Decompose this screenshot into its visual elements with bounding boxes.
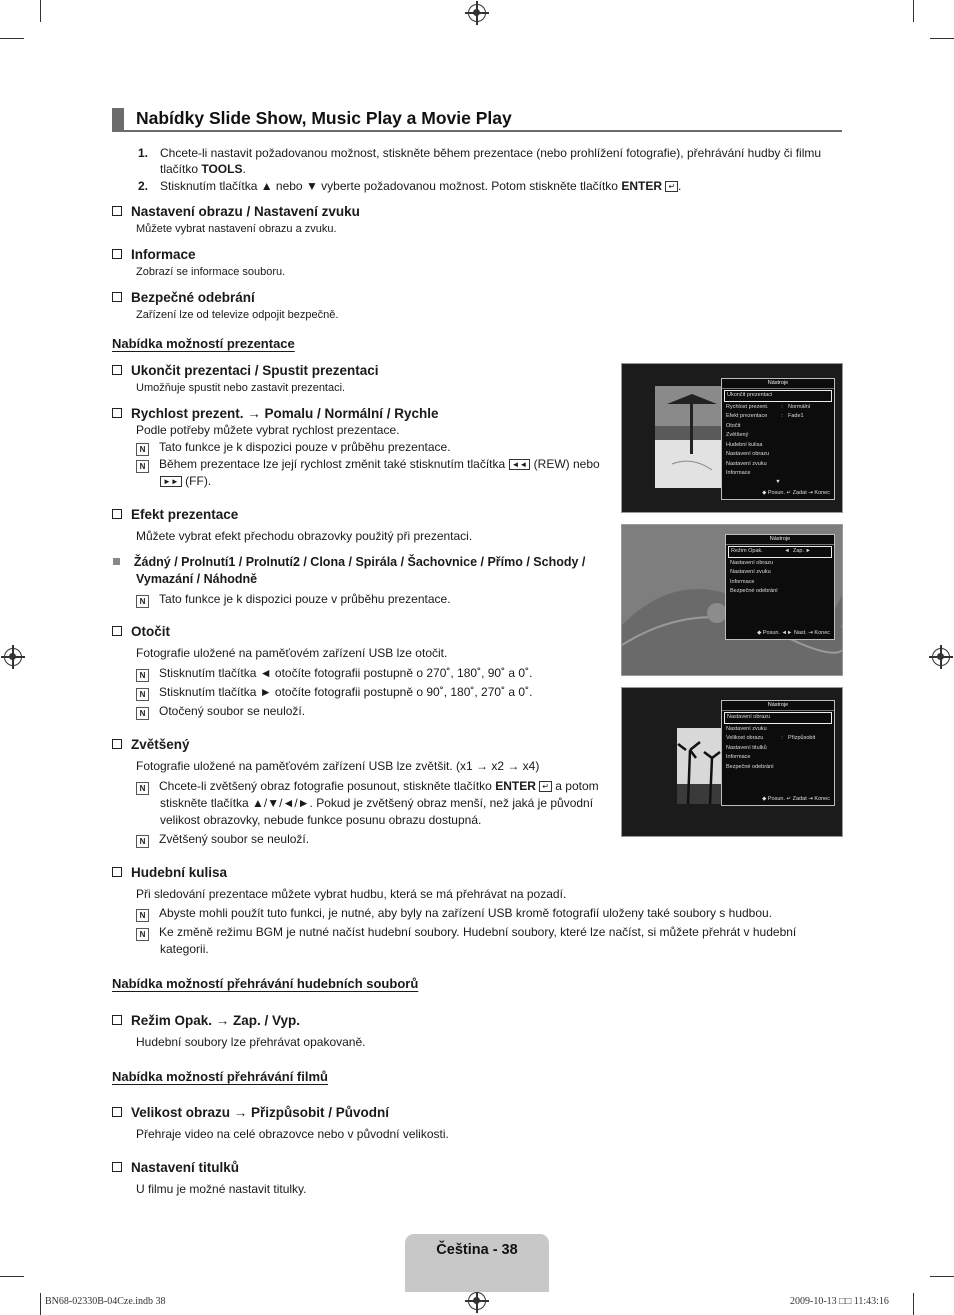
item-desc: Umožňuje spustit nebo zastavit prezentaci. [136, 382, 346, 394]
osd-tools-menu [725, 534, 835, 640]
item-desc: Při sledování prezentace můžete vybrat hudbu, která se má přehrávat na pozadí. [136, 887, 567, 901]
item-heading: Hudební kulisa [112, 865, 227, 880]
crop-mark [40, 0, 41, 22]
note-icon: N [136, 443, 149, 456]
note: N Ke změně režimu BGM je nutné načíst hudební soubory. Hudební soubory, které lze načíst, si můžete přehrát v hudební [136, 924, 796, 941]
checkbox-icon [112, 206, 122, 216]
osd-item[interactable]: Informace [726, 470, 751, 476]
item-heading: Nastavení obrazu / Nastavení zvuku [112, 204, 360, 219]
osd-item[interactable]: Velikost obrazu : Přizpůsobit [726, 735, 816, 741]
option-list: Vymazání / Náhodně [136, 572, 258, 586]
note-icon: N [136, 595, 149, 608]
enter-icon: ↵ [539, 781, 552, 792]
registration-mark-icon [468, 4, 486, 22]
osd-item[interactable]: Nastavení titulků [726, 744, 767, 751]
print-info-right: 2009-10-13 □□ 11:43:16 [790, 1296, 889, 1307]
osd-tools-menu [721, 700, 835, 806]
osd-footer: ◆ Posun. ↵ Zadat ⇥ Konec [762, 490, 830, 496]
page-title: Nabídky Slide Show, Music Play a Movie Play [136, 108, 512, 128]
osd-item[interactable]: Informace [726, 754, 751, 760]
section-heading: Nabídka možností přehrávání filmů [112, 1069, 328, 1084]
title-rule [112, 130, 842, 132]
osd-tools-menu [721, 378, 835, 500]
osd-item[interactable]: Bezpečné odebrání [730, 588, 778, 594]
checkbox-icon [112, 1015, 122, 1025]
osd-item[interactable]: Nastavení zvuku [730, 569, 771, 575]
checkbox-icon [112, 365, 122, 375]
item-heading: Režim Opak. → Zap. / Vyp. [112, 1013, 300, 1028]
checkbox-icon [112, 867, 122, 877]
note-icon: N [136, 669, 149, 682]
note-icon: N [136, 909, 149, 922]
osd-item[interactable]: Ukončit prezentaci [724, 390, 832, 402]
crop-mark [913, 0, 914, 22]
note: N Během prezentace lze její rychlost změnit také stisknutím tlačítka ◄◄ (REW) nebo [136, 456, 600, 473]
note-icon: N [136, 460, 149, 473]
crop-mark [913, 1293, 914, 1315]
osd-title: Nástroje [726, 535, 834, 545]
item-heading: Rychlost prezent. → Pomalu / Normální / Rychle [112, 406, 439, 421]
registration-mark-icon [932, 648, 950, 666]
note-icon: N [136, 835, 149, 848]
note-icon: N [136, 707, 149, 720]
osd-title: Nástroje [722, 379, 834, 389]
registration-mark-icon [4, 648, 22, 666]
item-desc: Hudební soubory lze přehrávat opakovaně. [136, 1035, 366, 1049]
osd-item[interactable]: Otočit [726, 422, 741, 429]
osd-item[interactable]: Nastavení zvuku [726, 725, 767, 732]
note: stiskněte tlačítka ▲/▼/◄/►. Pokud je zvětšený obraz menší, než jaká je původní [160, 796, 594, 810]
item-heading: Bezpečné odebrání [112, 290, 255, 305]
note: N Abyste mohli použít tuto funkci, je nutné, aby byly na zařízení USB kromě fotografií uloženy také soubory s hudbou. [136, 905, 772, 922]
osd-item[interactable]: Nastavení obrazu [724, 712, 832, 724]
checkbox-icon [112, 1162, 122, 1172]
checkbox-icon [112, 292, 122, 302]
osd-item[interactable]: Nastavení obrazu [726, 451, 770, 457]
checkbox-icon [112, 626, 122, 636]
osd-footer: ◆ Posun. ◄► Nast. ⇥ Konec [757, 630, 830, 636]
tv-screenshot-movie [621, 687, 843, 837]
page-number: Čeština - 38 [436, 1242, 518, 1258]
item-heading: Ukončit prezentaci / Spustit prezentaci [112, 363, 379, 378]
checkbox-icon [112, 408, 122, 418]
crop-mark [40, 1293, 41, 1315]
note: N Tato funkce je k dispozici pouze v průběhu prezentace. [136, 439, 451, 456]
note-icon: N [136, 928, 149, 941]
tv-screenshot-slideshow [621, 363, 843, 513]
enter-icon: ↵ [665, 181, 678, 192]
item-heading: Velikost obrazu → Přizpůsobit / Původní [112, 1105, 389, 1120]
item-desc: Přehraje video na celé obrazovce nebo v původní velikosti. [136, 1127, 449, 1141]
item-desc: Zobrazí se informace souboru. [136, 266, 286, 278]
note: N Zvětšený soubor se neuloží. [136, 831, 309, 848]
note: velikost obrazovky, nebude funkce posunu obrazu dostupná. [160, 813, 482, 827]
note: N Tato funkce je k dispozici pouze v průběhu prezentace. [136, 591, 451, 608]
checkbox-icon [112, 739, 122, 749]
osd-item[interactable]: Rychlost prezent. : Normální [726, 403, 811, 410]
note: N Stisknutím tlačítka ► otočíte fotografii postupně o 90˚, 180˚, 270˚ a 0˚. [136, 684, 532, 701]
osd-footer: ◆ Posun. ↵ Zadat ⇥ Konec [762, 796, 830, 802]
item-heading: Efekt prezentace [112, 507, 238, 522]
print-info-left: BN68-02330B-04Cze.indb 38 [45, 1296, 166, 1307]
osd-item[interactable]: Efekt prezentace : Fade1 [726, 413, 804, 419]
section-heading: Nabídka možností prezentace [112, 336, 295, 351]
crop-mark [0, 38, 24, 39]
item-desc: Fotografie uložené na paměťovém zařízení USB lze zvětšit. (x1 → x2 → x4) [136, 759, 540, 773]
osd-item[interactable]: Režim Opak. ◄ Zap. ► [728, 546, 832, 558]
checkbox-icon [112, 509, 122, 519]
step-number: 2. [138, 179, 149, 193]
item-desc: Můžete vybrat efekt přechodu obrazovky použitý při prezentaci. [136, 529, 473, 543]
note-icon: N [136, 688, 149, 701]
osd-item[interactable]: Bezpečné odebrání [726, 763, 774, 770]
item-desc: Podle potřeby můžete vybrat rychlost prezentace. [136, 423, 400, 437]
crop-mark [930, 1276, 954, 1277]
item-desc: Můžete vybrat nastavení obrazu a zvuku. [136, 223, 337, 235]
step-number: 1. [138, 146, 149, 160]
note-icon: N [136, 782, 149, 795]
item-heading: Informace [112, 247, 196, 262]
checkbox-icon [112, 1107, 122, 1117]
registration-mark-icon [468, 1292, 486, 1310]
step-text: Stisknutím tlačítka ▲ nebo ▼ vyberte požadovanou možnost. Potom stiskněte tlačítko ENTER ↵ . [160, 179, 682, 193]
bullet-square-icon [113, 558, 120, 565]
item-heading: Zvětšený [112, 737, 190, 752]
note: N Otočený soubor se neuloží. [136, 703, 305, 720]
rew-icon: ◄◄ [509, 459, 531, 470]
osd-item[interactable]: Nastavení obrazu [730, 559, 774, 566]
checkbox-icon [112, 249, 122, 259]
osd-item[interactable]: Hudební kulisa [726, 441, 763, 448]
osd-item[interactable]: Zvětšený [726, 432, 749, 438]
note: ►► (FF). [160, 473, 211, 490]
note: N Chcete-li zvětšený obraz fotografie posunout, stiskněte tlačítko ENTER ↵ a potom [136, 778, 599, 795]
item-desc: Fotografie uložené na paměťovém zařízení USB lze otočit. [136, 646, 448, 660]
osd-item[interactable]: Nastavení zvuku [726, 460, 767, 467]
scroll-down-icon: ▼ [775, 478, 781, 485]
option-list: Žádný / Prolnutí1 / Prolnutí2 / Clona / Spirála / Šachovnice / Přímo / Schody / [113, 554, 585, 571]
note: kategorii. [160, 942, 209, 956]
item-heading: Nastavení titulků [112, 1160, 239, 1175]
item-desc: Zařízení lze od televize odpojit bezpečně. [136, 309, 339, 321]
crop-mark [930, 38, 954, 39]
step-text: tlačítko TOOLS. [160, 162, 246, 176]
osd-title: Nástroje [722, 701, 834, 711]
section-heading: Nabídka možností přehrávání hudebních souborů [112, 976, 419, 991]
title-marker [112, 108, 124, 130]
item-heading: Otočit [112, 624, 170, 639]
step-text: Chcete-li nastavit požadovanou možnost, stiskněte během prezentace (nebo prohlížení fotografie), přehrávání hudby či filmu [160, 146, 822, 160]
crop-mark [0, 1276, 24, 1277]
item-desc: U filmu je možné nastavit titulky. [136, 1182, 307, 1196]
osd-item[interactable]: Informace [730, 578, 755, 585]
note: N Stisknutím tlačítka ◄ otočíte fotografii postupně o 270˚, 180˚, 90˚ a 0˚. [136, 665, 532, 682]
ff-icon: ►► [160, 476, 182, 487]
tv-screenshot-music [621, 524, 843, 676]
